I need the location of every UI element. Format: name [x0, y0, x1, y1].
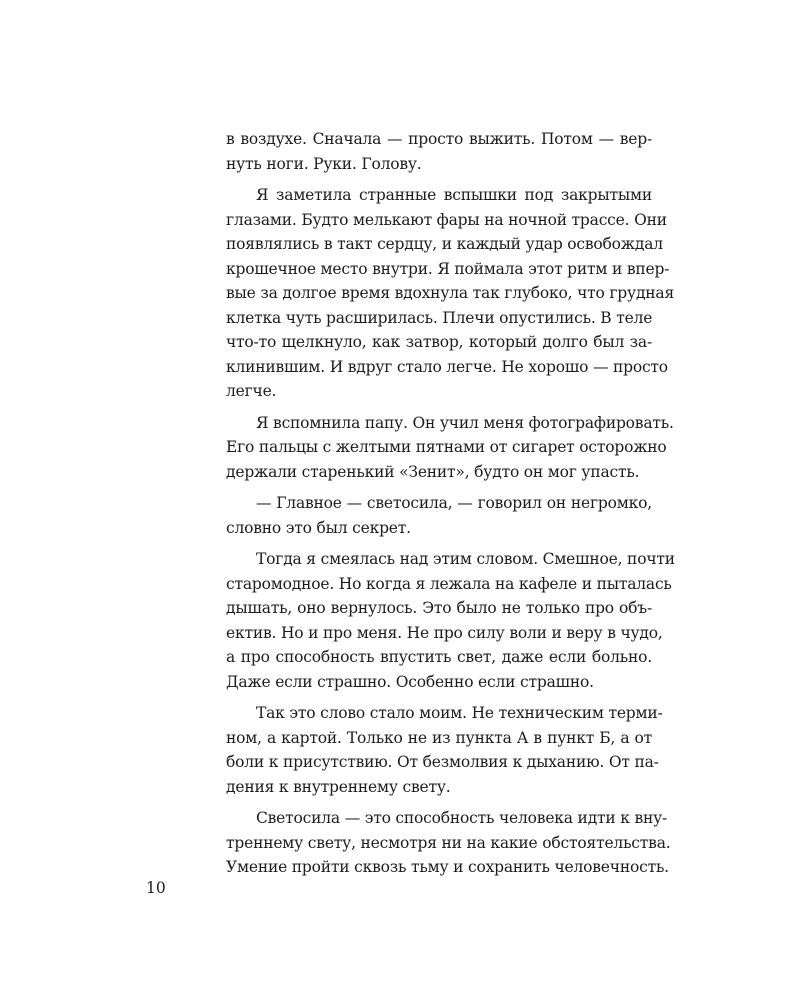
text-line: клетка чуть расширилась. Плечи опустились. В теле	[226, 308, 653, 327]
text-line: а про способность впустить свет, даже если больно.	[226, 648, 652, 666]
text-line: ектив. Но и про меня. Не про силу воли и веру в чудо,	[226, 623, 663, 642]
text-line: появлялись в такт сердцу, и каждый удар освобождал	[226, 235, 663, 253]
paragraph-3	[226, 411, 674, 485]
text-line: Тогда я смеялась над этим словом. Смешное, почти	[256, 550, 675, 568]
paragraph-6	[226, 701, 663, 799]
text-line: треннему свету, несмотря ни на какие обстоятельства.	[226, 833, 671, 852]
body-text	[226, 127, 675, 887]
text-line: Даже если страшно. Особенно если страшно.	[226, 672, 594, 691]
text-line: дения к внутреннему свету.	[226, 777, 451, 796]
paragraph-4	[226, 491, 652, 540]
text-line: нуть ноги. Руки. Голову.	[226, 154, 422, 173]
text-line: — Главное — светосила, — говорил он негромко,	[256, 494, 652, 512]
text-line: Умение пройти сквозь тьму и сохранить человечность.	[226, 858, 669, 876]
text-line: ном, а картой. Только не из пункта А в пункт Б, а от	[226, 728, 652, 747]
text-line: боли к присутствию. От безмолвия к дыханию. От па-	[226, 753, 659, 771]
text-line: Я заметила странные вспышки под закрытыми	[256, 186, 652, 204]
text-line: вые за долгое время вдохнула так глубоко, что грудная	[226, 284, 675, 302]
text-line: клинившим. И вдруг стало легче. Не хорошо — просто	[226, 357, 668, 376]
text-line: старомодное. Но когда я лежала на кафеле и пыталась	[226, 574, 672, 593]
text-line: в воздухе. Сначала — просто выжить. Потом — вер-	[226, 130, 652, 148]
text-line: глазами. Будто мелькают фары на ночной трассе. Они	[226, 210, 667, 229]
text-line: крошечное место внутри. Я поймала этот ритм и впер-	[226, 259, 670, 278]
text-line: держали старенький «Зенит», будто он мог упасть.	[226, 462, 640, 481]
page-number: 10	[146, 879, 166, 897]
text-line: Я вспомнила папу. Он учил меня фотографировать.	[256, 413, 674, 432]
text-line: дышать, оно вернулось. Это было не только про объ-	[226, 599, 652, 617]
paragraph-1	[226, 127, 652, 176]
text-line: что-то щелкнуло, как затвор, который долго был за-	[226, 333, 652, 351]
text-line: Так это слово стало моим. Не техническим терми-	[256, 704, 663, 722]
text-line: словно это был секрет.	[226, 518, 411, 537]
paragraph-2	[226, 183, 675, 404]
text-line: легче.	[226, 382, 277, 400]
text-line: Светосила — это способность человека идти к вну-	[256, 809, 668, 827]
paragraph-7	[226, 806, 671, 880]
text-line: Его пальцы с желтыми пятнами от сигарет осторожно	[226, 438, 667, 456]
paragraph-5	[226, 547, 675, 694]
